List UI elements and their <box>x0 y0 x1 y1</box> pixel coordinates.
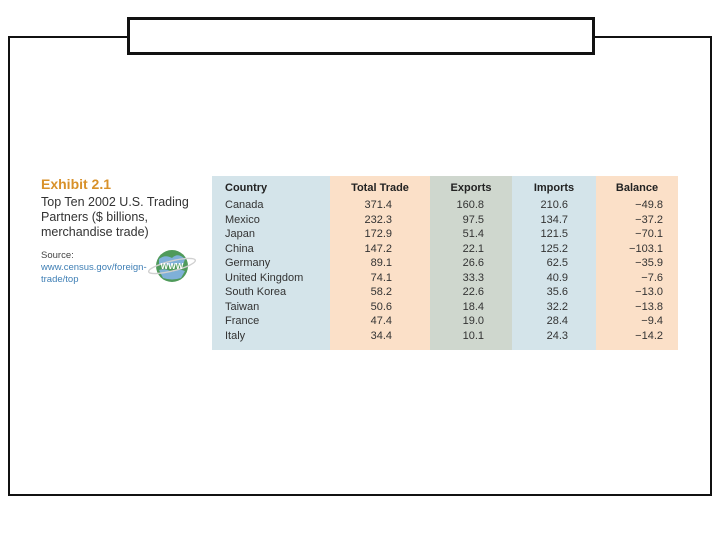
table-cell-imports: 28.4 <box>546 315 568 327</box>
column-imports <box>512 176 596 350</box>
table-cell-exports: 22.6 <box>462 286 484 298</box>
table-cell-total-trade: 172.9 <box>364 228 392 240</box>
column-header-exports: Exports <box>450 182 492 194</box>
source-link[interactable]: www.census.gov/foreign-trade/top <box>41 262 147 285</box>
table-cell-exports: 10.1 <box>462 329 484 342</box>
globe-text: WWW <box>160 262 184 271</box>
table-cell-balance: −13.8 <box>635 300 663 313</box>
table-cell-exports: 22.1 <box>462 242 484 255</box>
table-cell-country: Italy <box>225 329 246 342</box>
table-cell-exports: 33.3 <box>462 271 484 284</box>
table-cell-imports: 24.3 <box>546 329 568 342</box>
table-cell-total-trade: 47.4 <box>370 315 392 327</box>
table-cell-balance: −7.6 <box>641 271 663 284</box>
table-cell-exports: 18.4 <box>462 300 484 313</box>
table-cell-balance: −9.4 <box>641 315 663 327</box>
table-cell-balance: −70.1 <box>635 228 663 240</box>
column-header-imports: Imports <box>533 182 575 194</box>
column-country <box>212 176 330 350</box>
table-cell-balance: −103.1 <box>629 242 663 255</box>
table-cell-total-trade: 58.2 <box>370 286 392 298</box>
table-cell-exports: 19.0 <box>462 315 484 327</box>
table-cell-country: Canada <box>225 199 264 211</box>
column-header-country: Country <box>225 182 268 194</box>
table-cell-exports: 160.8 <box>456 199 484 211</box>
table-cell-total-trade: 50.6 <box>370 300 392 313</box>
column-header-balance: Balance <box>615 182 659 194</box>
table-cell-imports: 62.5 <box>546 257 568 269</box>
column-balance <box>596 176 678 350</box>
table-cell-country: Japan <box>225 228 255 240</box>
table-cell-country: Mexico <box>225 213 260 226</box>
table-cell-country: Taiwan <box>225 300 260 313</box>
table-cell-country: United Kingdom <box>225 271 304 284</box>
exhibit-description: Top Ten 2002 U.S. Trading Partners ($ billions, merchandise trade) <box>41 195 189 239</box>
table-cell-country: France <box>225 315 260 327</box>
column-exports <box>430 176 512 350</box>
table-cell-balance: −49.8 <box>635 199 663 211</box>
table-cell-country: Germany <box>225 257 271 269</box>
table-cell-total-trade: 74.1 <box>370 271 392 284</box>
table-cell-imports: 32.2 <box>546 300 568 313</box>
table-cell-total-trade: 232.3 <box>364 213 392 226</box>
exhibit-label: Exhibit 2.1 <box>41 176 112 192</box>
trade-table <box>212 176 678 350</box>
table-cell-imports: 210.6 <box>540 199 568 211</box>
table-cell-total-trade: 371.4 <box>364 199 392 211</box>
table-cell-country: South Korea <box>225 286 287 298</box>
table-cell-imports: 125.2 <box>540 242 568 255</box>
table-cell-exports: 26.6 <box>462 257 484 269</box>
table-cell-imports: 134.7 <box>540 213 568 226</box>
table-cell-total-trade: 34.4 <box>370 329 392 342</box>
table-cell-balance: −37.2 <box>635 213 663 226</box>
table-cell-exports: 51.4 <box>462 228 484 240</box>
table-cell-imports: 40.9 <box>546 271 568 284</box>
column-header-total-trade: Total Trade <box>351 182 409 194</box>
column-total-trade <box>330 176 430 350</box>
table-cell-country: China <box>225 242 254 255</box>
table-cell-balance: −14.2 <box>635 329 663 342</box>
table-cell-imports: 121.5 <box>540 228 568 240</box>
table-cell-balance: −35.9 <box>635 257 663 269</box>
table-cell-imports: 35.6 <box>546 286 568 298</box>
table-cell-balance: −13.0 <box>635 286 663 298</box>
source-note <box>41 250 151 286</box>
table-cell-total-trade: 89.1 <box>370 257 392 269</box>
globe-icon <box>145 248 197 284</box>
table-cell-exports: 97.5 <box>462 213 484 226</box>
slide-title-box <box>127 17 595 55</box>
table-cell-total-trade: 147.2 <box>364 242 392 255</box>
source-label: Source: <box>41 250 74 261</box>
